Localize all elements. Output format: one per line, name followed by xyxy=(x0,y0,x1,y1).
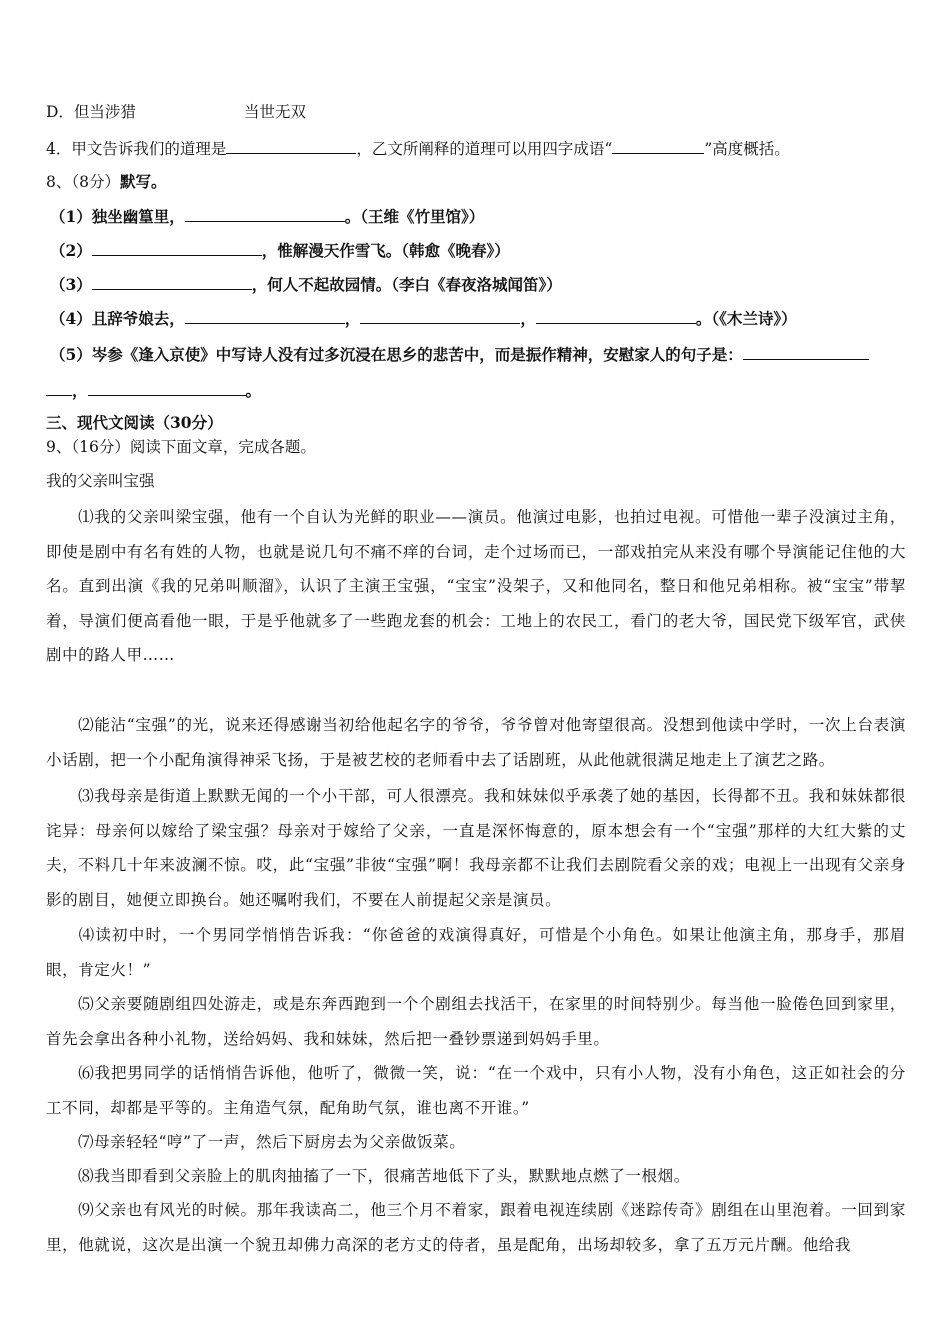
article-paragraph-1: ⑴我的父亲叫梁宝强，他有一个自认为光鲜的职业——演员。他演过电影，也拍过电视。可惜他一辈子没演过主角，即使是剧中有名有姓的人物，也就是说几句不痛不痒的台词，走个过场而已，一部戏拍完从来没有哪个导演能记住他的大名。直到出演《我的兄弟叫顺溜》，认识了主演王宝强，“宝宝”没架子，又和他同名，整日和他兄弟相称。被“宝宝”带挈着，导演们便高看他一眼，于是乎他就多了一些跑龙套的机会：工地上的农民工，看门的老大爷，国民党下级军官，武侠剧中的路人甲…… xyxy=(46,508,906,665)
answer-blank[interactable] xyxy=(46,380,72,396)
section-3-title: 三、现代文阅读（30分） xyxy=(46,413,223,432)
option-d xyxy=(46,102,306,122)
article-paragraph-3: ⑶我母亲是街道上默默无闻的一个小干部，可人很漂亮。我和妹妹似乎承袭了她的基因，长得都不丑。我和妹妹都很诧异：母亲何以嫁给了梁宝强？母亲对于嫁给了父亲，一直是深怀悔意的，原本想会有一个“宝强”那样的大红大紫的丈夫，不料几十年来波澜不惊。哎，此“宝强”非彼“宝强”啊！我母亲都不让我们去剧院看父亲的戏；电视上一出现有父亲身影的剧目，她便立即换台。她还嘱咐我们，不要在人前提起父亲是演员。 xyxy=(46,787,906,909)
article-paragraph-4: ⑷读初中时，一个男同学悄悄告诉我：“你爸爸的戏演得真好，可惜是个小角色。如果让他演主角，那身手，那眉眼，肯定火！” xyxy=(46,926,906,979)
question-4: 4．甲文告诉我们的道理是 ，乙文所阐释的道理可以用四字成语“ ”高度概括。 xyxy=(46,140,790,158)
answer-blank[interactable] xyxy=(185,206,345,222)
answer-blank[interactable] xyxy=(743,344,869,360)
dictation-item-5-cont: ， 。 xyxy=(46,380,261,401)
option-d-label: D．但当涉猎 xyxy=(46,103,136,121)
question-9: 9、（16分）阅读下面文章，完成各题。 xyxy=(46,438,316,456)
article-paragraph-5: ⑸父亲要随剧组四处游走，或是东奔西跑到一个个剧组去找活干，在家里的时间特别少。每当他一脸倦色回到家里，首先会拿出各种小礼物，送给妈妈、我和妹妹，然后把一叠钞票递到妈妈手里。 xyxy=(46,995,906,1048)
dictation-item-2: （2） ，惟解漫天作雪飞。（韩愈《晚春》） xyxy=(50,241,510,260)
option-d-tail: 当世无双 xyxy=(243,103,306,121)
article-paragraph-8: ⑻我当即看到父亲脸上的肌肉抽搐了一下，很痛苦地低下了头，默默地点燃了一根烟。 xyxy=(78,1167,690,1185)
article-paragraph-2: ⑵能沾“宝强”的光，说来还得感谢当初给他起名字的爷爷，爷爷曾对他寄望很高。没想到他读中学时，一次上台表演小话剧，把一个小配角演得神采飞扬，于是被艺校的老师看中去了话剧班，从此他就很满足地走上了演艺之路。 xyxy=(46,716,906,769)
answer-blank[interactable] xyxy=(612,138,704,154)
answer-blank[interactable] xyxy=(92,274,252,290)
dictation-item-1: （1）独坐幽篁里， 。（王维《竹里馆》） xyxy=(50,207,485,226)
article-title: 我的父亲叫宝强 xyxy=(46,472,155,490)
dictation-item-4: （4）且辞爷娘去， ， ， 。（《木兰诗》） xyxy=(50,309,797,328)
question-8-header: 8、（8分）默写。 xyxy=(46,172,167,191)
answer-blank[interactable] xyxy=(92,240,262,256)
article-paragraph-7: ⑺母亲轻轻“哼”了一声，然后下厨房去为父亲做饭菜。 xyxy=(78,1133,466,1151)
dictation-item-3: （3） ，何人不起故园情。（李白《春夜洛城闻笛》） xyxy=(50,275,562,294)
answer-blank[interactable] xyxy=(88,380,246,396)
article-paragraph-9: ⑼父亲也有风光的时候。那年我读高二，他三个月不着家，跟着电视连续剧《迷踪传奇》剧组在山里泡着。一回到家里，他就说，这次是出演一个貌丑却佛力高深的老方丈的侍者，虽是配角，出场却较多，拿了五万元片酬。他给我 xyxy=(46,1201,906,1254)
dictation-item-5: （5）岑参《逢入京使》中写诗人没有过多沉浸在思乡的悲苦中，而是振作精神，安慰家人的句子是： xyxy=(50,344,869,365)
answer-blank[interactable] xyxy=(360,308,520,324)
article-paragraph-6: ⑹我把男同学的话悄悄告诉他，他听了，微微一笑，说：“在一个戏中，只有小人物，没有小角色，这正如社会的分工不同，却都是平等的。主角造气氛，配角助气氛，谁也离不开谁。” xyxy=(46,1064,906,1117)
answer-blank[interactable] xyxy=(185,308,345,324)
answer-blank[interactable] xyxy=(536,308,696,324)
answer-blank[interactable] xyxy=(226,138,356,154)
